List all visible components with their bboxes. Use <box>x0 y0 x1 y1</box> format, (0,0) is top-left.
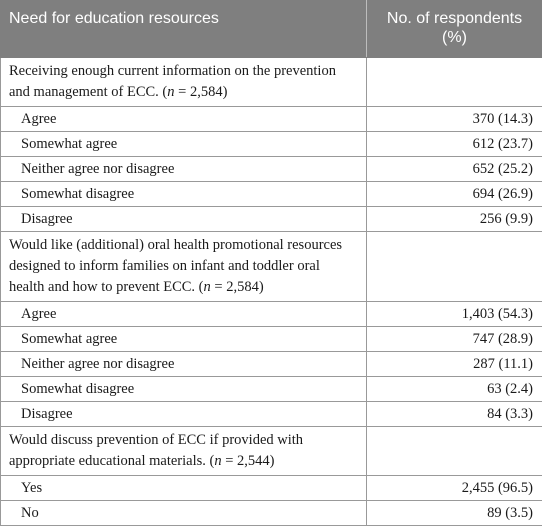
question-value-cell <box>367 232 542 302</box>
question-text: Would discuss prevention of ECC if provided with appropriate educational materials. <box>9 432 303 469</box>
column-header-respondents: No. of respondents (%) <box>367 1 542 58</box>
n-value: 2,584 <box>226 279 259 295</box>
response-value: 287 (11.1) <box>367 352 542 377</box>
question-value-cell <box>367 58 542 107</box>
table-row <box>1 302 542 327</box>
response-value: 89 (3.5) <box>367 501 542 526</box>
table-row <box>1 327 542 352</box>
table-row <box>1 132 542 157</box>
response-value: 652 (25.2) <box>367 157 542 182</box>
response-label: Somewhat agree <box>1 132 367 157</box>
response-value: 612 (23.7) <box>367 132 542 157</box>
table-row <box>1 501 542 526</box>
response-value: 694 (26.9) <box>367 182 542 207</box>
response-label: Agree <box>1 302 367 327</box>
table-row <box>1 402 542 427</box>
table-row <box>1 157 542 182</box>
column-header-need: Need for education resources <box>1 1 367 58</box>
response-value: 84 (3.3) <box>367 402 542 427</box>
n-label: n <box>167 84 174 100</box>
n-label: n <box>204 279 211 295</box>
response-label: Agree <box>1 107 367 132</box>
question-row <box>1 427 542 476</box>
n-label: n <box>214 453 221 469</box>
response-label: No <box>1 501 367 526</box>
response-value: 63 (2.4) <box>367 377 542 402</box>
response-label: Neither agree nor disagree <box>1 157 367 182</box>
response-label: Disagree <box>1 402 367 427</box>
question-text: Would like (additional) oral health promotional resources designed to inform families on infant and toddler oral health and how to prevent ECC. <box>9 237 342 295</box>
question-cell: Would discuss prevention of ECC if provided with appropriate educational materials. (n = 2,544) <box>1 427 367 476</box>
response-value: 256 (9.9) <box>367 207 542 232</box>
table-row <box>1 107 542 132</box>
question-text: Receiving enough current information on the prevention and management of ECC. <box>9 63 336 100</box>
response-value: 747 (28.9) <box>367 327 542 352</box>
table-row <box>1 352 542 377</box>
question-row <box>1 232 542 302</box>
n-value: 2,584 <box>190 84 223 100</box>
table-row <box>1 207 542 232</box>
response-value: 370 (14.3) <box>367 107 542 132</box>
response-label: Neither agree nor disagree <box>1 352 367 377</box>
response-label: Somewhat disagree <box>1 377 367 402</box>
response-value: 1,403 (54.3) <box>367 302 542 327</box>
question-cell: Would like (additional) oral health promotional resources designed to inform families on infant and toddler oral health and how to prevent ECC. (n = 2,584) <box>1 232 367 302</box>
table-row <box>1 476 542 501</box>
n-value: 2,544 <box>237 453 270 469</box>
response-label: Somewhat agree <box>1 327 367 352</box>
response-label: Yes <box>1 476 367 501</box>
response-label: Somewhat disagree <box>1 182 367 207</box>
table-row <box>1 377 542 402</box>
header-row <box>1 1 542 58</box>
response-value: 2,455 (96.5) <box>367 476 542 501</box>
question-row <box>1 58 542 107</box>
question-value-cell <box>367 427 542 476</box>
response-label: Disagree <box>1 207 367 232</box>
question-cell: Receiving enough current information on the prevention and management of ECC. (n = 2,584) <box>1 58 367 107</box>
table-row <box>1 182 542 207</box>
